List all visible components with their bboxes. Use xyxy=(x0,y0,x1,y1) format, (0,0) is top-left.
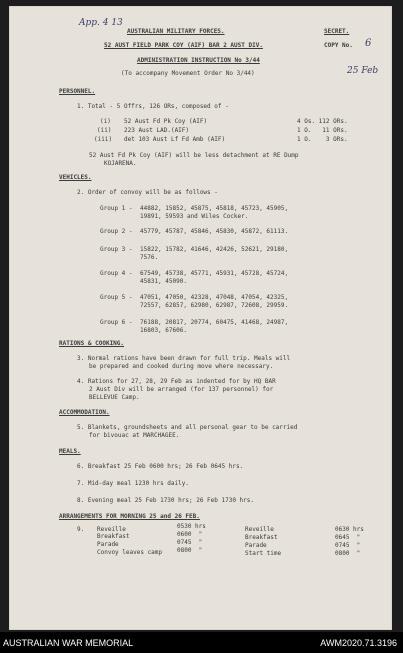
personnel-item-1: 1. Total - 5 Offrs, 126 ORs, composed of - xyxy=(77,103,229,110)
handwritten-copy-number: 6 xyxy=(365,38,372,49)
arrangement-left-time: 0530 hrs xyxy=(177,523,206,530)
section-heading-personnel: PERSONNEL. xyxy=(59,88,96,95)
vehicles-item-2: 2. Order of convoy will be as follows - xyxy=(77,189,218,196)
document-page xyxy=(9,6,392,630)
org-heading: AUSTRALIAN MILITARY FORCES. xyxy=(127,28,225,35)
meals-item-8: 8. Evening meal 25 Feb 1730 hrs; 26 Feb 1730 hrs. xyxy=(77,497,255,504)
arrangement-left-label: Parade xyxy=(97,541,119,548)
convoy-group-line: 72557, 62857, 62980, 62987, 72608, 29959. xyxy=(140,302,289,309)
accommodation-item-5-line-2: for bivouac at MARCHAGEE. xyxy=(89,432,180,439)
arrangement-right-label: Reveille xyxy=(245,526,274,533)
arrangement-left-label: Breakfast xyxy=(97,533,130,540)
rations-item-3-line-1: 3. Normal rations have been drawn for full trip. Meals will xyxy=(77,355,291,362)
section-heading-arrangements: ARRANGEMENTS FOR MORNING 25 and 26 FEB. xyxy=(59,513,200,520)
arrangement-left-time: 0600 " xyxy=(177,531,203,538)
personnel-row-unit: det 103 Aust Lf Fd Amb (AIF) xyxy=(124,136,226,143)
personnel-row-strength: 1 O. 3 ORs. xyxy=(297,136,348,143)
arrangement-left-label: Convoy leaves camp xyxy=(97,549,163,556)
arrangement-right-label: Parade xyxy=(245,542,267,549)
personnel-row-num: (i) xyxy=(100,118,111,125)
accommodation-item-5-line-1: 5. Blankets, groundsheets and all personal gear to be carried xyxy=(77,424,298,431)
convoy-group-line: 45831, 45090. xyxy=(140,278,187,285)
personnel-row-strength: 1 O. 11 ORs. xyxy=(297,127,348,134)
rations-item-4-line-2: 2 Aust Div will be arranged (for 137 personnel) for xyxy=(89,386,274,393)
arrangement-right-label: Start time xyxy=(245,550,282,557)
copy-label: COPY No. xyxy=(324,42,353,49)
personnel-row-num: (ii) xyxy=(97,127,112,134)
classification: SECRET. xyxy=(324,28,350,35)
meals-item-6: 6. Breakfast 25 Feb 0600 hrs; 26 Feb 0645 hrs. xyxy=(77,463,244,470)
archive-name: AUSTRALIAN WAR MEMORIAL xyxy=(3,638,134,648)
arrangement-left-label: Reveille xyxy=(97,526,126,533)
personnel-row-strength: 4 Os. 112 ORs. xyxy=(297,118,348,125)
arrangement-right-time: 0630 hrs xyxy=(335,526,364,533)
rations-item-3-line-2: be prepared and cooked during move where necessary. xyxy=(89,363,274,370)
personnel-note-line-1: 52 Aust Fd Pk Coy (AIF) will be less detachment at RE Dump xyxy=(89,152,299,159)
section-heading-meals: MEALS. xyxy=(59,448,81,455)
rations-item-4-line-1: 4. Rations for 27, 28, 29 Feb as indented for by HQ BAR xyxy=(77,378,276,385)
arrangement-left-time: 0745 " xyxy=(177,539,203,546)
convoy-group-label: Group 5 - xyxy=(100,294,133,301)
personnel-row-num: (iii) xyxy=(94,136,113,143)
arrangements-item-number: 9. xyxy=(77,526,85,533)
convoy-group-line: 7576. xyxy=(140,254,159,261)
rations-item-4-line-3: BELLEVUE Camp. xyxy=(89,394,140,401)
convoy-group-line: 76188, 20817, 20774, 60475, 41468, 24987, xyxy=(140,319,289,326)
convoy-group-label: Group 1 - xyxy=(100,205,133,212)
convoy-group-line: 45779, 45787, 45846, 45830, 45872, 61113. xyxy=(140,228,289,235)
document-title: ADMINISTRATION INSTRUCTION No 3/44 xyxy=(137,57,260,64)
convoy-group-label: Group 2 - xyxy=(100,228,133,235)
convoy-group-line: 47051, 47050, 42328, 47048, 47054, 42325, xyxy=(140,294,289,301)
convoy-group-line: 16803, 67606. xyxy=(140,327,187,334)
convoy-group-line: 15822, 15782, 41646, 42426, 52621, 29180, xyxy=(140,246,289,253)
arrangement-right-label: Breakfast xyxy=(245,534,278,541)
personnel-row-unit: 52 Aust Fd Pk Coy (AIF) xyxy=(124,118,208,125)
archive-footer-bar xyxy=(0,632,403,653)
arrangement-right-time: 0800 " xyxy=(335,550,361,557)
unit-heading: 52 AUST FIELD PARK COY (AIF) BAR 2 AUST DIV. xyxy=(104,42,263,49)
arrangement-right-time: 0745 " xyxy=(335,542,361,549)
archive-reference: AWM2020.71.3196 xyxy=(320,638,397,648)
convoy-group-label: Group 3 - xyxy=(100,246,133,253)
arrangement-right-time: 0645 " xyxy=(335,534,361,541)
document-subtitle: (To accompany Movement Order No 3/44) xyxy=(121,70,255,77)
handwritten-reference: App. 4 13 xyxy=(79,18,123,28)
arrangement-left-time: 0800 " xyxy=(177,547,203,554)
section-heading-accommodation: ACCOMMODATION. xyxy=(59,409,110,416)
section-heading-rations: RATIONS & COOKING. xyxy=(59,340,125,347)
personnel-note-line-2: KOJARENA. xyxy=(104,160,137,167)
meals-item-7: 7. Mid-day meal 1230 hrs daily. xyxy=(77,480,189,487)
personnel-row-unit: 223 Aust LAD.(AIF) xyxy=(124,127,190,134)
convoy-group-label: Group 6 - xyxy=(100,319,133,326)
convoy-group-label: Group 4 - xyxy=(100,270,133,277)
handwritten-date-note: 25 Feb xyxy=(347,66,379,76)
convoy-group-line: 19891, 59593 and Wiles Cocker. xyxy=(140,213,249,220)
convoy-group-line: 67549, 45738, 45771, 45931, 45728, 45724, xyxy=(140,270,289,277)
section-heading-vehicles: VEHICLES. xyxy=(59,174,92,181)
convoy-group-line: 44882, 15852, 45875, 45818, 45723, 45905, xyxy=(140,205,289,212)
